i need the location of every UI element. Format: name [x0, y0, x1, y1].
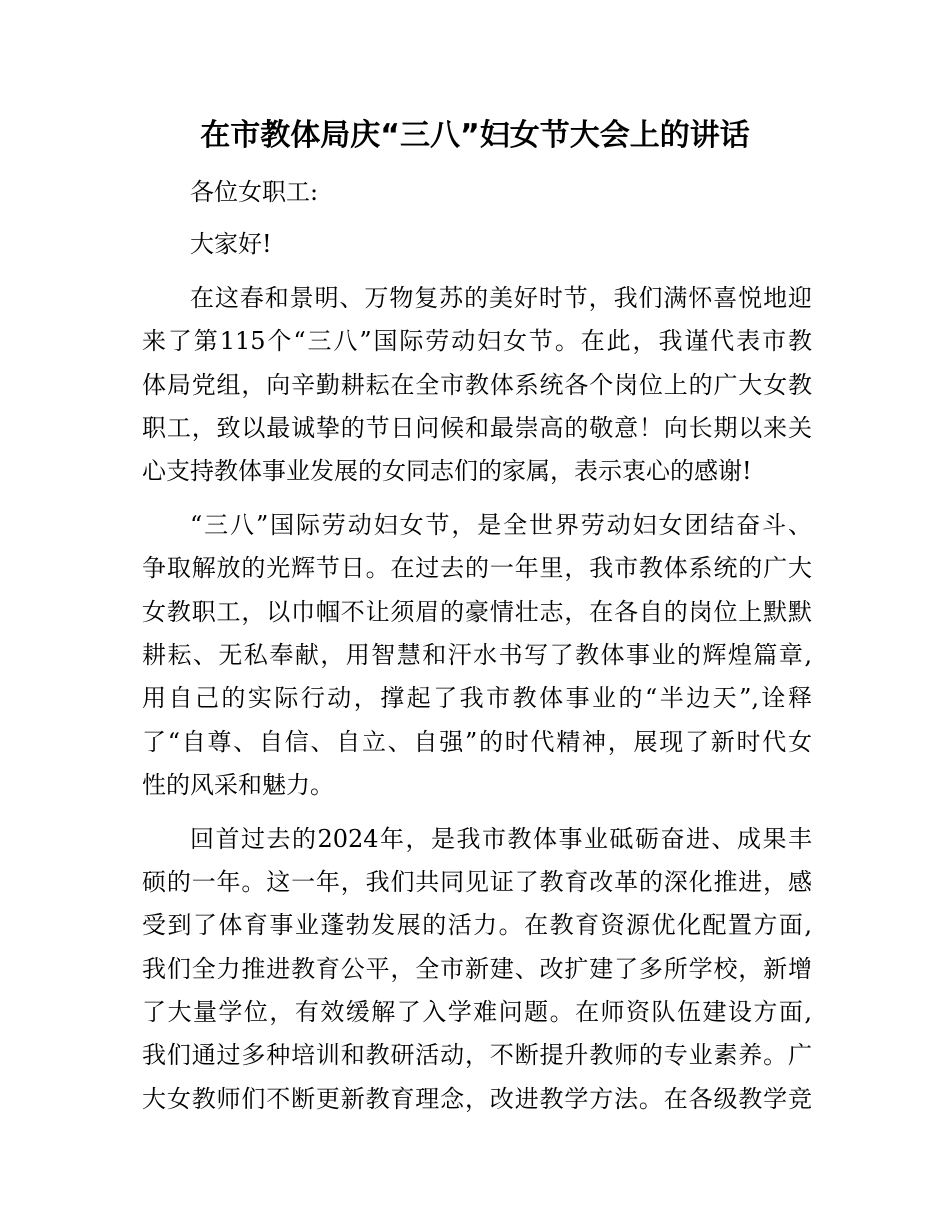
- paragraph-3-line-2: 硕的一年。这一年，我们共同见证了教育改革的深化推进，感: [142, 868, 812, 896]
- paragraph-1-line-5: 心支持教体事业发展的女同志们的家属，表示衷心的感谢!: [142, 457, 752, 485]
- paragraph-3-line-5: 了大量学位，有效缓解了入学难问题。在师资队伍建设方面,: [142, 998, 812, 1026]
- paragraph-2-line-5: 用自己的实际行动，撑起了我市教体事业的“半边天”,诠释: [142, 684, 812, 712]
- paragraph-2-line-1: “三八”国际劳动妇女节，是全世界劳动妇女团结奋斗、: [190, 511, 812, 539]
- document-title: 在市教体局庆“三八”妇女节大会上的讲话: [200, 118, 750, 153]
- paragraph-2-line-7: 性的风采和魅力。: [142, 771, 334, 799]
- paragraph-3-line-6: 我们通过多种培训和教研活动，不断提升教师的专业素养。广: [142, 1041, 812, 1069]
- paragraph-1-line-4: 职工，致以最诚挚的节日问候和最崇高的敬意！向长期以来关: [142, 414, 812, 442]
- paragraph-3-line-7: 大女教师们不断更新教育理念，改进教学方法。在各级教学竞: [142, 1085, 812, 1113]
- paragraph-1-line-2: 来了第115个“三八”国际劳动妇女节。在此，我谨代表市教: [142, 327, 812, 355]
- paragraph-2-line-2: 争取解放的光辉节日。在过去的一年里，我市教体系统的广大: [142, 554, 812, 582]
- paragraph-3-line-1: 回首过去的2024年，是我市教体事业砥砺奋进、成果丰: [190, 825, 812, 853]
- paragraph-3-line-4: 我们全力推进教育公平，全市新建、改扩建了多所学校，新增: [142, 955, 812, 983]
- greeting: 大家好!: [190, 230, 272, 258]
- salutation: 各位女职工:: [190, 178, 319, 206]
- paragraph-2-line-4: 耕耘、无私奉献，用智慧和汗水书写了教体事业的辉煌篇章,: [142, 641, 812, 669]
- paragraph-2-line-6: 了“自尊、自信、自立、自强”的时代精神，展现了新时代女: [142, 728, 812, 756]
- paragraph-3-line-3: 受到了体育事业蓬勃发展的活力。在教育资源优化配置方面,: [142, 911, 812, 939]
- paragraph-1-line-1: 在这春和景明、万物复苏的美好时节，我们满怀喜悦地迎: [190, 284, 812, 312]
- paragraph-1-line-3: 体局党组，向辛勤耕耘在全市教体系统各个岗位上的广大女教: [142, 371, 812, 399]
- paragraph-2-line-3: 女教职工，以巾帼不让须眉的豪情壮志，在各自的岗位上默默: [142, 598, 812, 626]
